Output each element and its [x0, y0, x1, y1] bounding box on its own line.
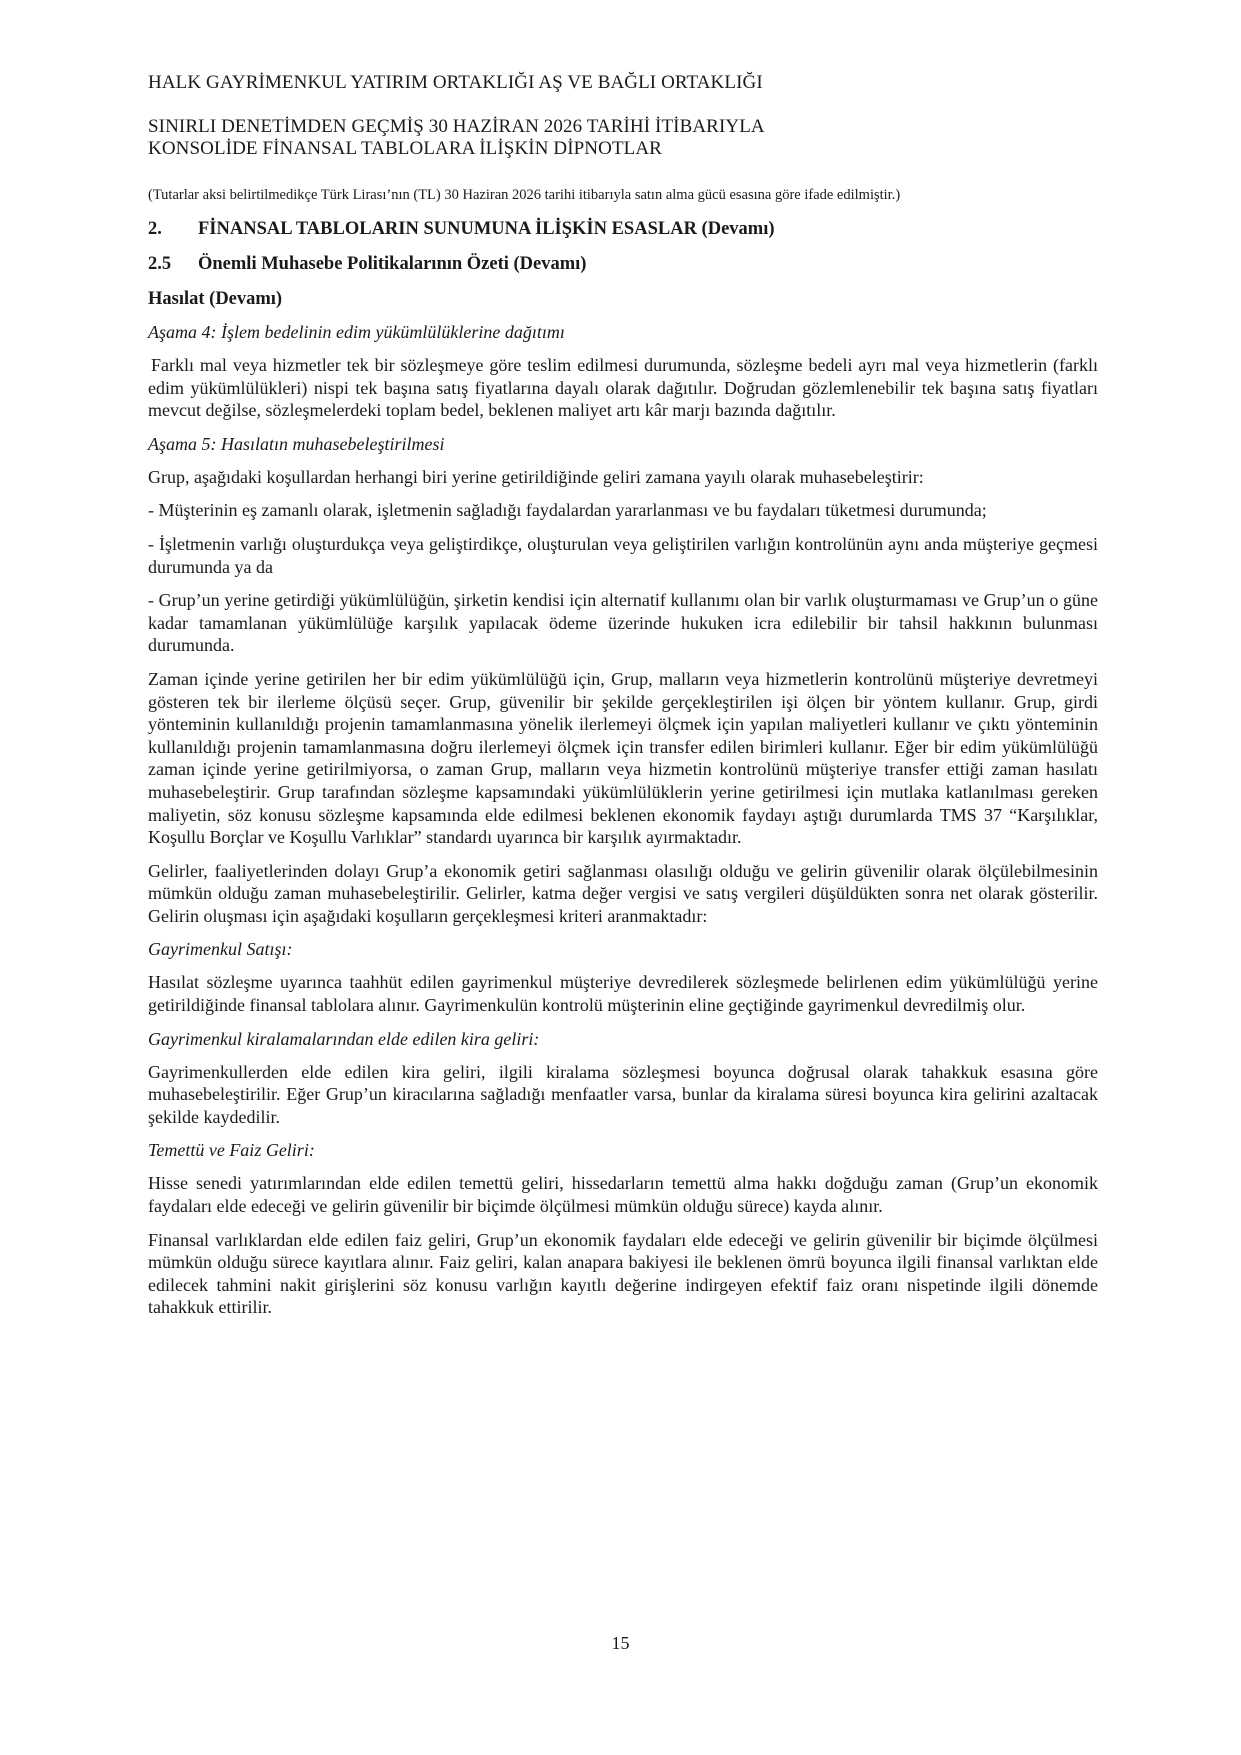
topic-heading: Hasılat (Devamı) [148, 289, 283, 309]
list-item: - Grup’un yerine getirdiği yükümlülüğün, şirketin kendisi için alternatif kullanımı olan bir varlık oluşturmaması ve Grup’un o güne kadar tamamlanan yükümlülüğe karşılık yapılacak ödeme üzerinde hukuken icra edilebilir bir tahsil hakkının bulunması durumunda. [148, 590, 1098, 656]
rent-income-paragraph: Gayrimenkullerden elde edilen kira geliri, ilgili kiralama sözleşmesi boyunca doğrusal olarak tahakkuk esasına göre muhasebeleştirilir. Eğer Grup’un kiracılarına sağladığı menfaatler varsa, bunlar da kiralama süresi boyunca kira gelirini azaltacak şekilde kaydedilir. [148, 1061, 1098, 1127]
real-estate-sale-paragraph: Hasılat sözleşme uyarınca taahhüt edilen gayrimenkul müşteriye devredilerek sözleşmede belirlenen edim yükümlülüğü yerine getirildiğinde finansal tablolara alınır. Gayrimenkulün kontrolü müşterinin eline geçtiğinde gayrimenkul devredilmiş olur. [148, 972, 1098, 1016]
section-title: FİNANSAL TABLOLARIN SUNUMUNA İLİŞKİN ESASLAR (Devamı) [198, 219, 775, 239]
list-item: - İşletmenin varlığı oluşturdukça veya geliştirdikçe, oluşturulan veya geliştirilen varlığın kontrolünün aynı anda müşteriye geçmesi durumunda ya da [148, 533, 1098, 577]
company-name: HALK GAYRİMENKUL YATIRIM ORTAKLIĞI AŞ VE BAĞLI ORTAKLIĞI [148, 72, 763, 93]
dividend-interest-heading: Temettü ve Faiz Geliri: [148, 1140, 315, 1161]
page-content [148, 72, 1098, 1330]
step-5-heading: Aşama 5: Hasılatın muhasebeleştirilmesi [148, 433, 445, 454]
page-number: 15 [611, 1633, 630, 1653]
subsection-title: Önemli Muhasebe Politikalarının Özeti (Devamı) [198, 254, 587, 274]
real-estate-sale-heading: Gayrimenkul Satışı: [148, 939, 293, 960]
subsection-heading [148, 253, 1098, 275]
dividend-paragraph: Hisse senedi yatırımlarından elde edilen temettü geliri, hissedarların temettü alma hakkı doğduğu zaman (Grup’un ekonomik faydaları elde edeceği ve gelirin güvenilir bir biçimde ölçülmesi mümkün olduğu sürece) kayda alınır. [148, 1173, 1098, 1217]
currency-note: (Tutarlar aksi belirtilmedikçe Türk Lirası’nın (TL) 30 Haziran 2026 tarihi itibarıyla satın alma gücü esasına göre ifade edilmiştir.) [148, 187, 901, 203]
rent-income-heading: Gayrimenkul kiralamalarından elde edilen kira geliri: [148, 1028, 540, 1049]
step-4-paragraph: Farklı mal veya hizmetler tek bir sözleşmeye göre teslim edilmesi durumunda, sözleşme bedeli ayrı mal veya hizmetlerin (farklı edim yükümlülükleri) nispi tek başına satış fiyatlarına dayalı olarak dağıtılır. Doğrudan gözlemlenebilir tek başına satış fiyatları mevcut değilse, sözleşmelerdeki toplam bedel, beklenen maliyet artı kâr marjı bazında dağıtılır. [148, 355, 1098, 421]
section-heading [148, 218, 1098, 240]
subsection-number: 2.5 [148, 254, 172, 274]
list-item: - Müşterinin eş zamanlı olarak, işletmenin sağladığı faydalardan yararlanması ve bu faydaları tüketmesi durumunda; [148, 500, 987, 521]
time-based-paragraph: Zaman içinde yerine getirilen her bir edim yükümlülüğü için, Grup, malların veya hizmetlerin kontrolünü müşteriye devretmeyi gösteren tek bir ilerleme ölçüsü seçer. Grup, güvenilir bir şekilde gerçekleştirilen işi ölçen bir yöntem kullanır. Grup, girdi yönteminin kullanıldığı projenin tamamlanmasına yönelik ilerlemeyi ölçmek için yapılan maliyetleri kullanır ve çıktı yönteminin kullanıldığı projenin tamamlanmasına doğru ilerlemeyi ölçmek için transfer edilen birimleri kullanır. Eğer bir edim yükümlülüğü zaman içinde yerine getirilmiyorsa, o zaman Grup, malların veya hizmetin kontrolünü müşteriye transfer ettiği zaman hasılatı muhasebeleştirir. Grup tarafından sözleşme kapsamındaki yükümlülüklerin yerine getirilmesi için mutlaka katlanılması gereken maliyetin, söz konusu sözleşme kapsamında elde edilmesi beklenen ekonomik faydayı aştığı durumlarda TMS 37 “Karşılıklar, Koşullu Borçlar ve Koşullu Varlıklar” standardı uyarınca bir karşılık ayırmaktadır. [148, 668, 1098, 848]
step-5-intro: Grup, aşağıdaki koşullardan herhangi biri yerine getirildiğinde geliri zamana yayılı olarak muhasebeleştirir: [148, 466, 924, 487]
revenue-paragraph: Gelirler, faaliyetlerinden dolayı Grup’a ekonomik getiri sağlanması olasılığı olduğu ve gelirin güvenilir olarak ölçülebilmesinin mümkün olduğu zaman muhasebeleştirilir. Gelirler, katma değer vergisi ve satış vergileri düşüldükten sonra net olarak gösterilir. Gelirin oluşması için aşağıdaki koşulların gerçekleşmesi kriteri aranmaktadır: [148, 860, 1098, 926]
section-number: 2. [148, 219, 162, 239]
interest-paragraph: Finansal varlıklardan elde edilen faiz geliri, Grup’un ekonomik faydaları elde edeceği ve gelirin güvenilir bir biçimde ölçülmesi mümkün olduğu sürece kayıtlara alınır. Faiz geliri, kalan anapara bakiyesi ile beklenen ömrü boyunca ilgili finansal varlıktan elde edilecek tahmini nakit girişlerini söz konusu varlığın kayıtlı değerine indirgeyen efektif faiz oranı nispetinde ilgili dönemde tahakkuk ettirilir. [148, 1229, 1098, 1318]
step-4-heading: Aşama 4: İşlem bedelinin edim yükümlülüklerine dağıtımı [148, 322, 565, 342]
report-title-line-1: SINIRLI DENETİMDEN GEÇMİŞ 30 HAZİRAN 2026 TARİHİ İTİBARIYLA [148, 116, 765, 137]
report-title-line-2: KONSOLİDE FİNANSAL TABLOLARA İLİŞKİN DİPNOTLAR [148, 138, 662, 159]
